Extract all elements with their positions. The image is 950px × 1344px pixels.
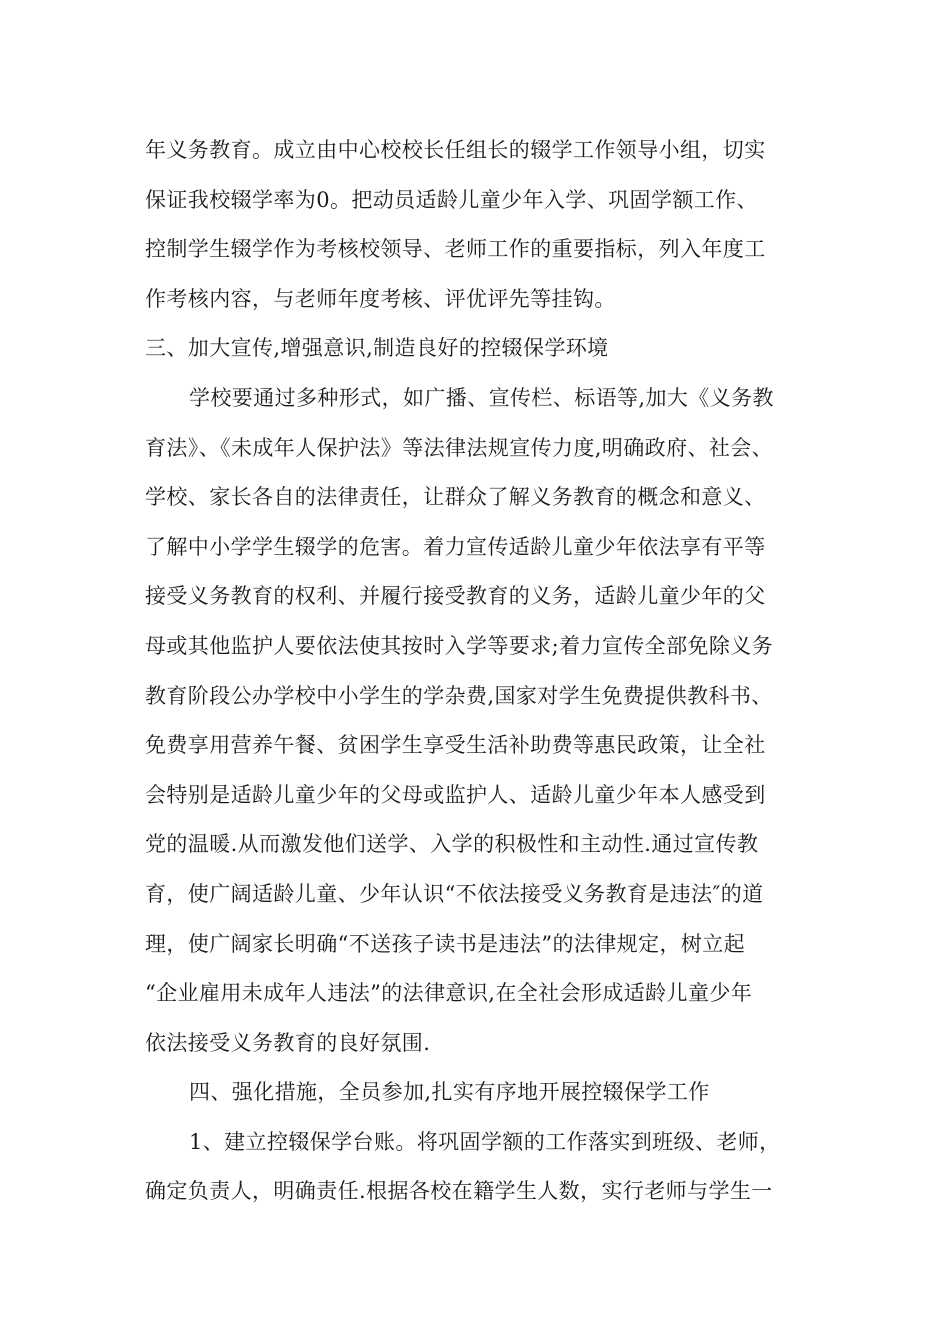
document-body [145,126,825,1217]
text-line: 控制学生辍学作为考核校领导、老师工作的重要指标，列入年度工 [145,237,766,262]
text-line: 免费享用营养午餐、贫困学生享受生活补助费等惠民政策，让全社 [145,733,766,758]
text-line: 学校要通过多种形式，如广播、宣传栏、标语等,加大《义务教 [189,385,774,410]
text-line: 作考核内容，与老师年度考核、评优评先等挂钩。 [145,286,616,311]
text-line: 依法接受义务教育的良好氛围. [145,1030,431,1055]
text-line: 母或其他监护人要依法使其按时入学等要求;着力宣传全部免除义务 [145,633,774,658]
text-line: 学校、家长各自的法律责任，让群众了解义务教育的概念和意义、 [145,485,766,510]
text-line: 1、建立控辍保学台账。将巩固学额的工作落实到班级、老师， [189,1129,781,1154]
text-line: 确定负责人，明确责任.根据各校在籍学生人数，实行老师与学生一 [145,1179,773,1204]
text-line: 育，使广阔适龄儿童、少年认识“不依法接受义务教育是违法″的道 [145,881,764,906]
text-line: 年义务教育。成立由中心校校长任组长的辍学工作领导小组，切实 [145,138,766,162]
text-line: 四、强化措施，全员参加,扎实有序地开展控辍保学工作 [189,1080,710,1105]
text-line: “企业雇用未成年人违法”的法律意识,在全社会形成适龄儿童少年 [145,981,753,1006]
text-line: 保证我校辍学率为0。把动员适龄儿童少年入学、巩固学额工作、 [145,187,758,212]
text-line: 会特别是适龄儿童少年的父母或监护人、适龄儿童少年本人感受到 [145,782,766,807]
text-line: 理，使广阔家长明确“不送孩子读书是违法”的法律规定，树立起 [145,931,746,956]
text-line: 接受义务教育的权利、并履行接受教育的义务，适龄儿童少年的父 [145,584,766,609]
text-line: 了解中小学学生辍学的危害。着力宣传适龄儿童少年依法享有平等 [145,534,766,559]
text-line: 党的温暖.从而激发他们送学、入学的积极性和主动性.通过宣传教 [145,832,759,857]
text-line: 教育阶段公办学校中小学生的学杂费,国家对学生免费提供教科书、 [145,683,773,708]
text-line: 育法》、《未成年人保护法》等法律法规宣传力度,明确政府、社会、 [145,435,774,460]
text-line: 三、加大宣传,增强意识,制造良好的控辍保学环境 [145,336,609,361]
